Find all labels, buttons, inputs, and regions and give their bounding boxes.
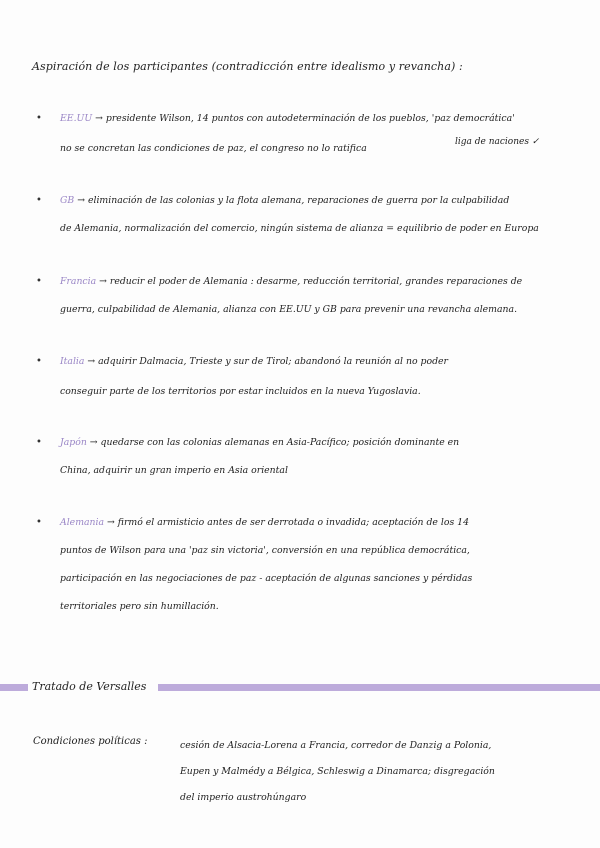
item-line: participación en las negociaciones de paz - aceptación de algunas sanciones y pérdidas — [60, 573, 473, 584]
section-divider-right — [158, 684, 600, 691]
bullet-icon: • — [36, 356, 42, 367]
conditions-line: Eupen y Malmédy a Bélgica, Schleswig a Dinamarca; disgregación — [180, 766, 495, 777]
section-divider-left — [0, 684, 28, 691]
bullet-icon: • — [36, 276, 42, 287]
item-text: → quedarse con las colonias alemanas en Asia-Pacífico; posición dominante en — [89, 437, 460, 448]
item-line — [60, 437, 459, 448]
conditions-line: cesión de Alsacia-Lorena a Francia, corredor de Danzig a Polonia, — [180, 740, 492, 751]
item-text: → presidente Wilson, 14 puntos con autodeterminación de los pueblos, 'paz democrática' — [95, 113, 515, 124]
item-line — [60, 113, 515, 124]
item-line — [60, 276, 522, 287]
bullet-icon: • — [36, 113, 42, 124]
item-line: China, adquirir un gran imperio en Asia oriental — [60, 465, 288, 476]
bullet-icon: • — [36, 517, 42, 528]
item-line: conseguir parte de los territorios por estar incluidos en la nueva Yugoslavia. — [60, 386, 421, 397]
item-text: → eliminación de las colonias y la flota alemana, reparaciones de guerra por la culpabilidad — [77, 195, 510, 206]
page-heading: Aspiración de los participantes (contradicción entre idealismo y revancha) : — [32, 60, 463, 73]
item-line — [60, 517, 469, 528]
bullet-icon: • — [36, 195, 42, 206]
item-text: → adquirir Dalmacia, Trieste y sur de Tirol; abandonó la reunión al no poder — [87, 356, 448, 367]
section-title: Tratado de Versalles — [32, 680, 147, 693]
country-label: EE.UU — [60, 113, 93, 124]
conditions-line: del imperio austrohúngaro — [180, 792, 307, 803]
item-text: → firmó el armisticio antes de ser derrotada o invadida; aceptación de los 14 — [107, 517, 470, 528]
country-label: Japón — [60, 437, 87, 448]
item-line — [60, 356, 448, 367]
item-line: territoriales pero sin humillación. — [60, 601, 219, 612]
item-line: guerra, culpabilidad de Alemania, alianza con EE.UU y GB para prevenir una revancha alemana. — [60, 304, 518, 315]
bullet-icon: • — [36, 437, 42, 448]
conditions-label: Condiciones políticas : — [33, 736, 148, 747]
country-label: Italia — [60, 356, 85, 367]
item-line: no se concretan las condiciones de paz, el congreso no lo ratifica — [60, 143, 367, 154]
country-label: GB — [60, 195, 75, 206]
item-line: puntos de Wilson para una 'paz sin victoria', conversión en una república democrática, — [60, 545, 470, 556]
item-text: → reducir el poder de Alemania : desarme, reducción territorial, grandes reparaciones de — [99, 276, 523, 287]
country-label: Alemania — [60, 517, 105, 528]
country-label: Francia — [60, 276, 97, 287]
item-line — [60, 195, 509, 206]
side-note: liga de naciones ✓ — [455, 137, 540, 147]
item-line: de Alemania, normalización del comercio, ningún sistema de alianza = equilibrio de poder en Europa — [60, 223, 539, 234]
